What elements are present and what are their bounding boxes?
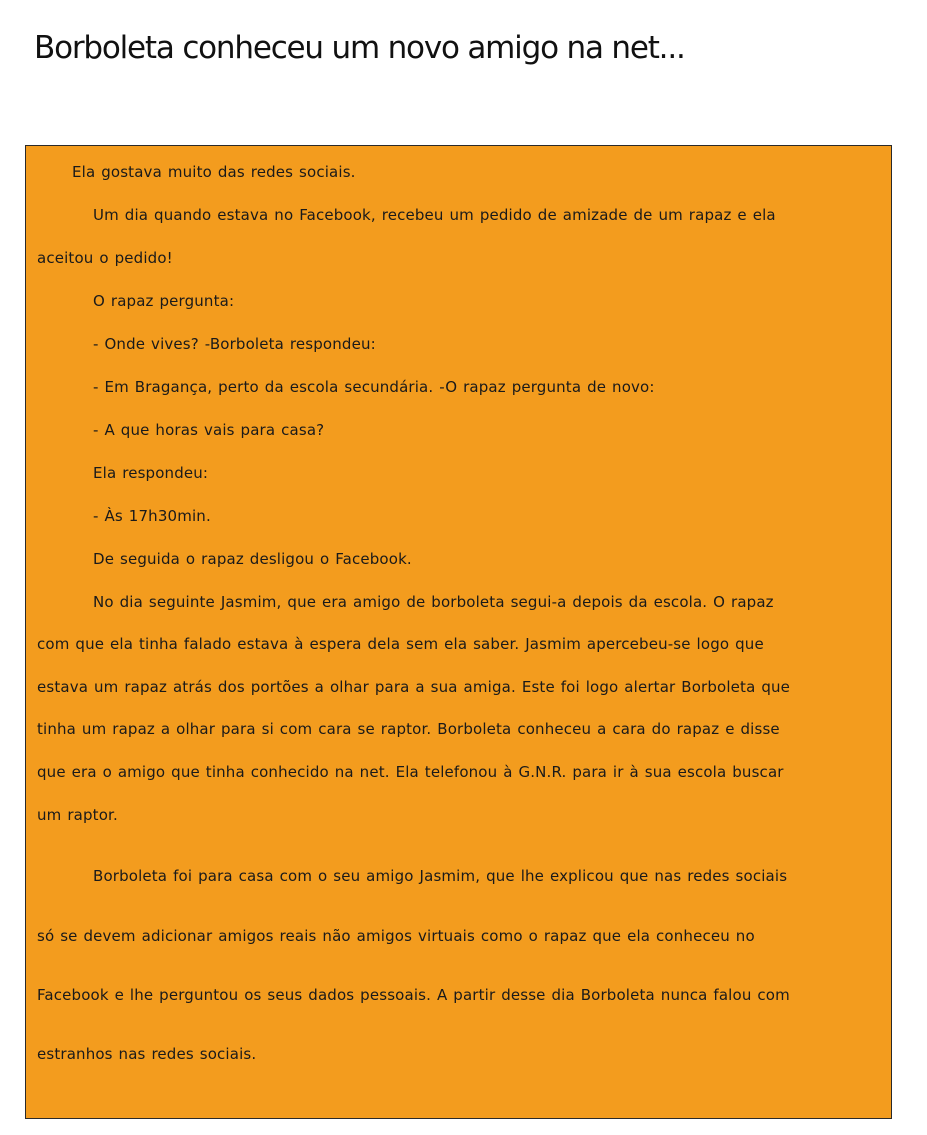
story-line: um raptor. [37, 806, 118, 824]
story-line: estava um rapaz atrás dos portões a olhar para a sua amiga. Este foi logo alertar Borboleta que [37, 678, 791, 696]
story-line: Um dia quando estava no Facebook, recebeu um pedido de amizade de um rapaz e ela [93, 206, 776, 224]
story-line: que era o amigo que tinha conhecido na net. Ela telefonou à G.N.R. para ir à sua escola buscar [37, 763, 784, 781]
story-line: com que ela tinha falado estava à espera dela sem ela saber. Jasmim apercebeu-se logo que [37, 635, 764, 653]
story-line: No dia seguinte Jasmim, que era amigo de borboleta segui-a depois da escola. O rapaz [93, 593, 774, 611]
page-title: Borboleta conheceu um novo amigo na net... [34, 30, 685, 66]
story-line: - Em Bragança, perto da escola secundária. -O rapaz pergunta de novo: [93, 378, 655, 396]
story-line: aceitou o pedido! [37, 249, 173, 267]
story-line: Ela gostava muito das redes sociais. [72, 163, 356, 181]
story-line: - A que horas vais para casa? [93, 421, 325, 439]
story-line: Facebook e lhe perguntou os seus dados pessoais. A partir desse dia Borboleta nunca falou com [37, 986, 790, 1004]
story-line: só se devem adicionar amigos reais não amigos virtuais como o rapaz que ela conheceu no [37, 927, 755, 945]
story-line: O rapaz pergunta: [93, 292, 235, 310]
story-line: - Às 17h30min. [93, 507, 211, 525]
story-line: - Onde vives? -Borboleta respondeu: [93, 335, 376, 353]
story-line: Ela respondeu: [93, 464, 209, 482]
story-line: tinha um rapaz a olhar para si com cara se raptor. Borboleta conheceu a cara do rapaz e disse [37, 720, 780, 738]
story-line: De seguida o rapaz desligou o Facebook. [93, 550, 412, 568]
story-box [25, 145, 892, 1119]
story-line: Borboleta foi para casa com o seu amigo Jasmim, que lhe explicou que nas redes sociais [93, 867, 788, 885]
story-line: estranhos nas redes sociais. [37, 1045, 257, 1063]
